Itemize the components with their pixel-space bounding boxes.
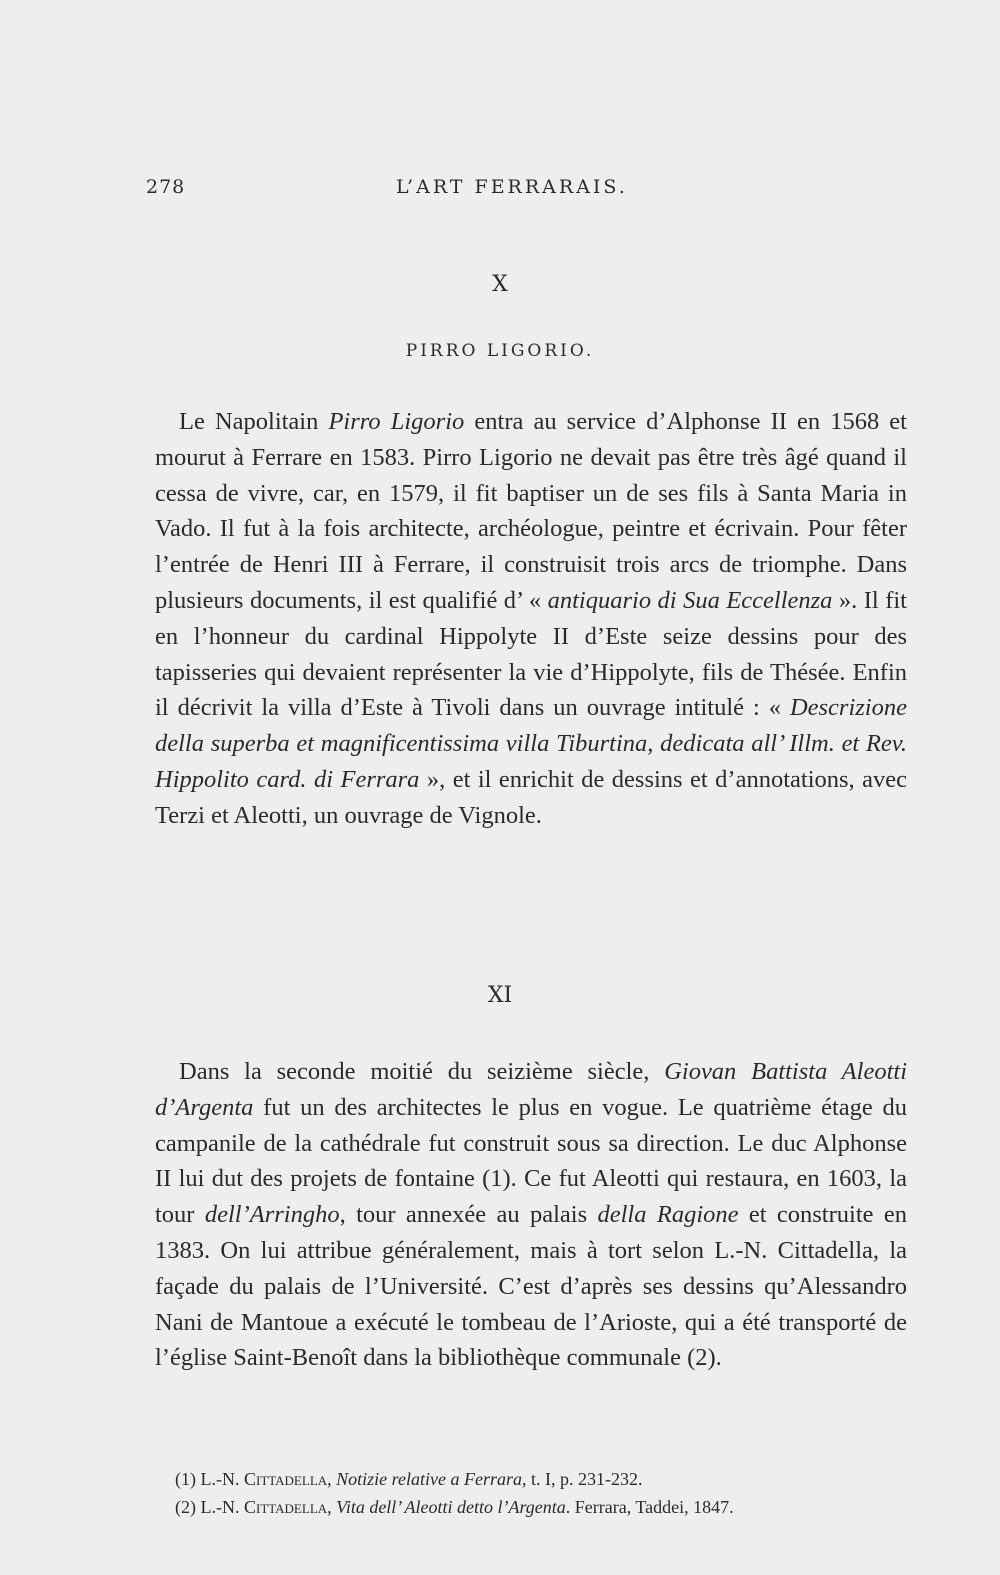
text-run: et construite en 1383. On lui attribue généralement, mais à tort selon L.-N. Cittadella, la façade du palais de l’Université. C’est d’après ses dessins qu’Alessandro Nani de Mantoue a exécuté le tombeau de l’Arioste, qui a été transporté de l’église Saint-Benoît dans la bibliothèque communale (2). [155,1201,908,1372]
paragraph-ligorio [155,404,907,834]
paragraph-aleotti [155,1054,907,1376]
footnote [175,1493,915,1521]
italic-text: Descrizione della superba et magnificentissima villa Tiburtina, dedicata all’ Illm. et Rev. Hippolito card. di Ferrara [155,694,907,793]
text-run: Dans la seconde moitié du seizième siècle, [179,1058,665,1085]
italic-text: dell’Arringho [204,1201,340,1229]
footnote-text: , [327,1497,337,1517]
text-run: », et il enrichit de dessins et d’annotations, avec Terzi et Aleotti, un ouvrage de Vignole. [155,765,907,829]
italic-text: Giovan Battista Aleotti d’Argenta [155,1058,907,1121]
italic-text: Pirro Ligorio [328,408,465,435]
text-run: Le Napolitain [179,408,329,435]
text-run: entra au service d’Alphonse II en 1568 et mourut à Ferrare en 1583. Pirro Ligorio ne devait pas être très âgé quand il cessa de vivre, car, en 1579, il fit baptiser un de ses fils à Santa Maria in Vado. Il fut à la fois architecte, archéologue, peintre et écrivain. Pour fêter l’entrée de Henri III à Ferrare, il construisit trois arcs de triomphe. Dans plusieurs documents, il est qualifié d’ « [155,408,907,614]
text-run: ». Il fit en l’honneur du cardinal Hippolyte II d’Este seize dessins pour des tapisseries qui devaient représenter la vie d’Hippolyte, fils de Thésée. Enfin il décrivit la villa d’Este à Tivoli dans un ouvrage intitulé : « [155,586,907,722]
footnote-text: (1) L.-N. [175,1469,244,1489]
footnote-text: . Ferrara, Taddei, 1847. [565,1497,734,1517]
footnote-text: , t. I, p. 231-232. [521,1469,643,1489]
text-run: fut un des architectes le plus en vogue. Le quatrième étage du campanile de la cathédrale fut construit sous sa direction. Le duc Alphonse II lui dut des projets de fontaine (1). Ce fut Aleotti qui restaura, en 1603, la tour [155,1093,907,1229]
section-number-xi: XI [487,983,513,1008]
footnote-text: Vita dell’ Aleotti detto l’Argenta [336,1497,566,1517]
footnote-text: , [327,1469,337,1489]
footnote-text: Notizie relative a Ferrara [336,1469,522,1489]
footnote-text: Cittadella [243,1497,328,1517]
section-title: PIRRO LIGORIO. [405,341,595,361]
running-title: L’ART FERRARAIS. [396,176,628,198]
text-run: , tour annexée au palais [339,1201,598,1229]
page-number: 278 [146,176,186,198]
footnote-text: (2) L.-N. [175,1497,244,1517]
section-number-x: X [492,272,508,297]
italic-text: della Ragione [597,1201,739,1229]
footnotes [175,1465,915,1521]
running-header [146,176,906,208]
footnote-text: Cittadella [243,1469,328,1489]
italic-text: antiquario di Sua Eccellenza [547,586,833,614]
footnote [175,1465,915,1493]
